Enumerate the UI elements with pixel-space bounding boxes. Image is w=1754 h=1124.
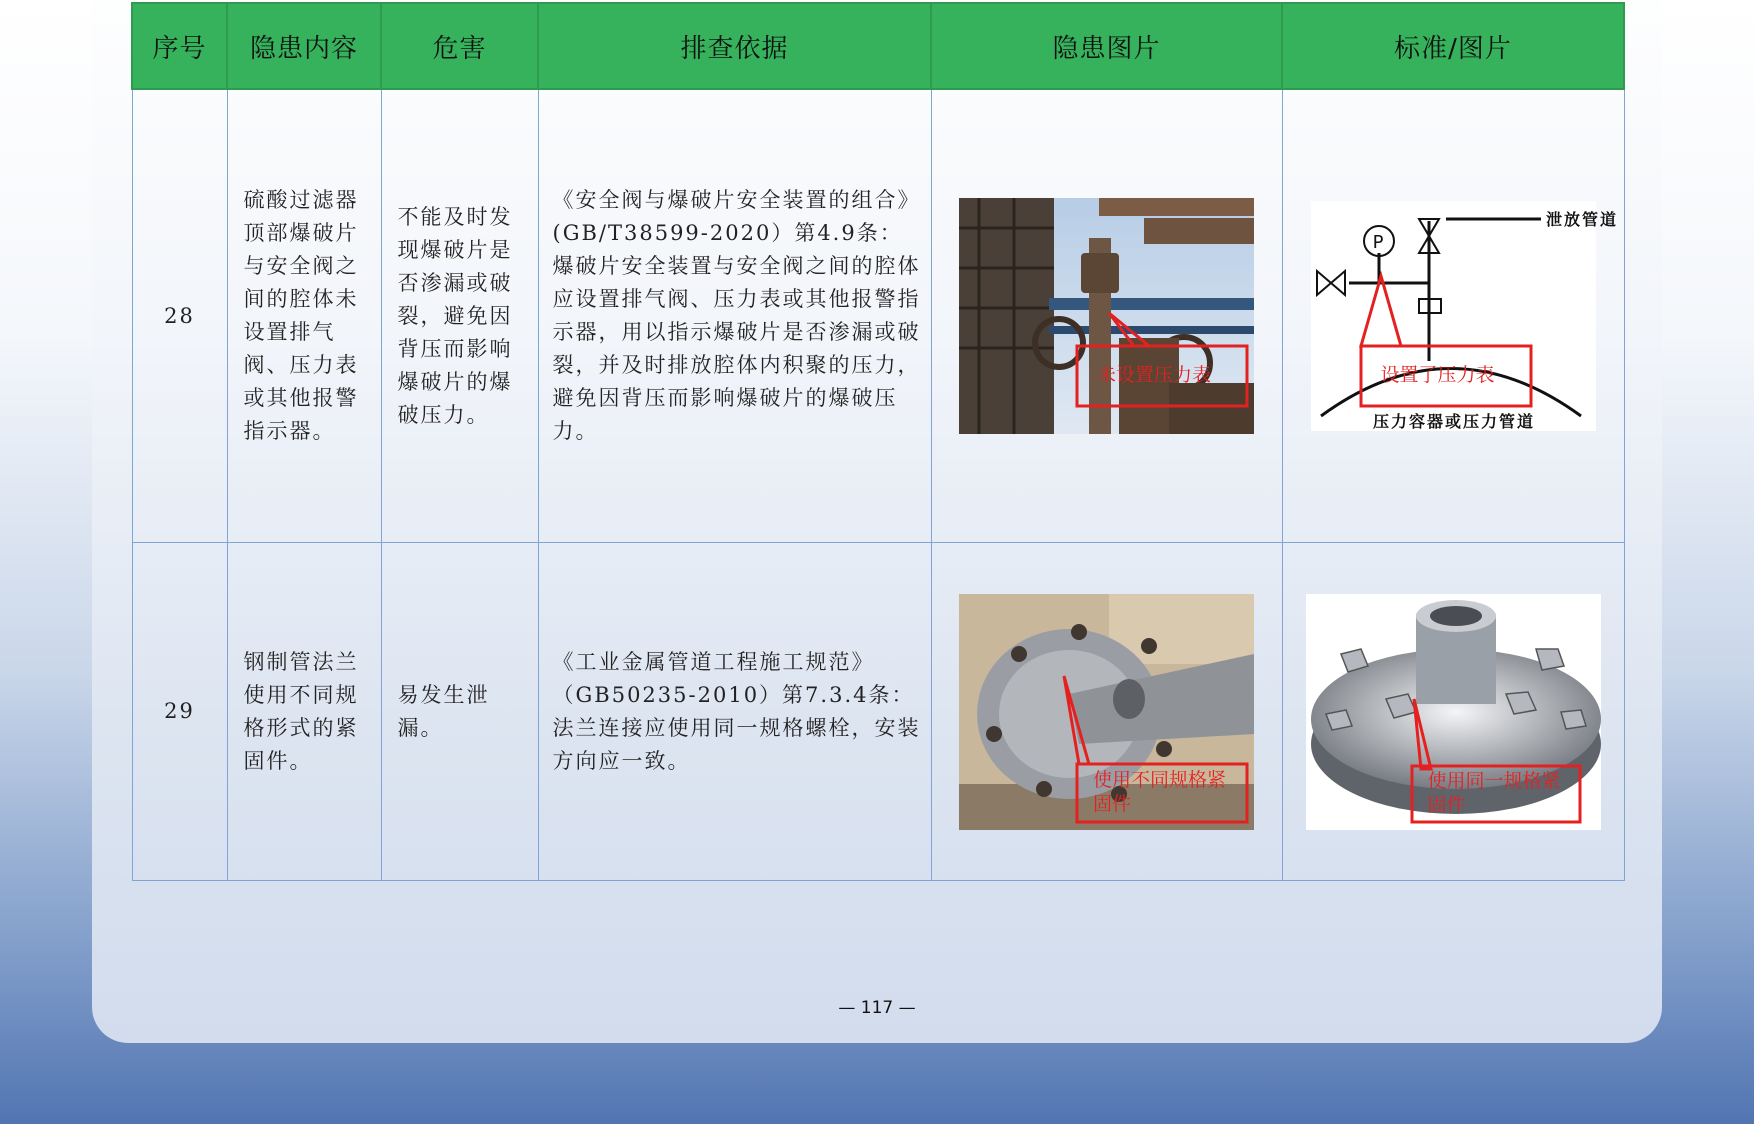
table-row xyxy=(132,543,1624,881)
header-content: 隐患内容 xyxy=(227,3,381,89)
inspection-basis: 《工业金属管道工程施工规范》（GB50235-2010）第7.3.4条：法兰连接应使用同一规格螺栓，安装方向应一致。 xyxy=(538,543,931,881)
hazard-harm: 不能及时发现爆破片是否渗漏或破裂，避免因背压而影响爆破片的爆破压力。 xyxy=(381,89,538,543)
standard-photo-flange xyxy=(1306,594,1601,830)
hazard-harm: 易发生泄漏。 xyxy=(381,543,538,881)
hazard-callout: 使用不同规格紧固件 xyxy=(1093,768,1227,815)
standard-image-cell xyxy=(1282,89,1624,543)
hazard-table xyxy=(131,2,1625,881)
header-no: 序号 xyxy=(132,3,227,89)
table-header-row xyxy=(132,3,1624,89)
page-number: — 117 — xyxy=(838,998,916,1018)
inspection-basis: 《安全阀与爆破片安全装置的组合》(GB/T38599-2020）第4.9条：爆破片安全装置与安全阀之间的腔体应设置排气阀、压力表或其他报警指示器，用以指示爆破片是否渗漏或破裂，并及时排放腔体内积聚的压力，避免因背压而影响爆破片的爆破压力。 xyxy=(538,89,931,543)
diagram-label-pipe: 泄放管道 xyxy=(1545,210,1618,229)
hazard-callout: 未设置压力表 xyxy=(1097,364,1212,386)
header-harm: 危害 xyxy=(381,3,538,89)
gauge-symbol: P xyxy=(1372,232,1385,253)
row-number: 28 xyxy=(132,89,227,543)
standard-callout: 设置了压力表 xyxy=(1380,364,1495,386)
hazard-photo-valves xyxy=(959,198,1254,434)
hazard-image-cell xyxy=(931,89,1282,543)
hazard-content: 钢制管法兰使用不同规格形式的紧固件。 xyxy=(227,543,381,881)
header-basis: 排查依据 xyxy=(538,3,931,89)
standard-diagram-pressure-gauge xyxy=(1311,201,1618,431)
table-row xyxy=(132,89,1624,543)
header-standard-image: 标准/图片 xyxy=(1282,3,1624,89)
diagram-label-vessel: 压力容器或压力管道 xyxy=(1372,412,1535,431)
hazard-image-cell xyxy=(931,543,1282,881)
header-hazard-image: 隐患图片 xyxy=(931,3,1282,89)
standard-callout: 使用同一规格紧固件 xyxy=(1427,769,1561,816)
standard-image-cell xyxy=(1282,543,1624,881)
hazard-content: 硫酸过滤器顶部爆破片与安全阀之间的腔体未设置排气阀、压力表或其他报警指示器。 xyxy=(227,89,381,543)
row-number: 29 xyxy=(132,543,227,881)
hazard-photo-flange xyxy=(959,594,1254,830)
